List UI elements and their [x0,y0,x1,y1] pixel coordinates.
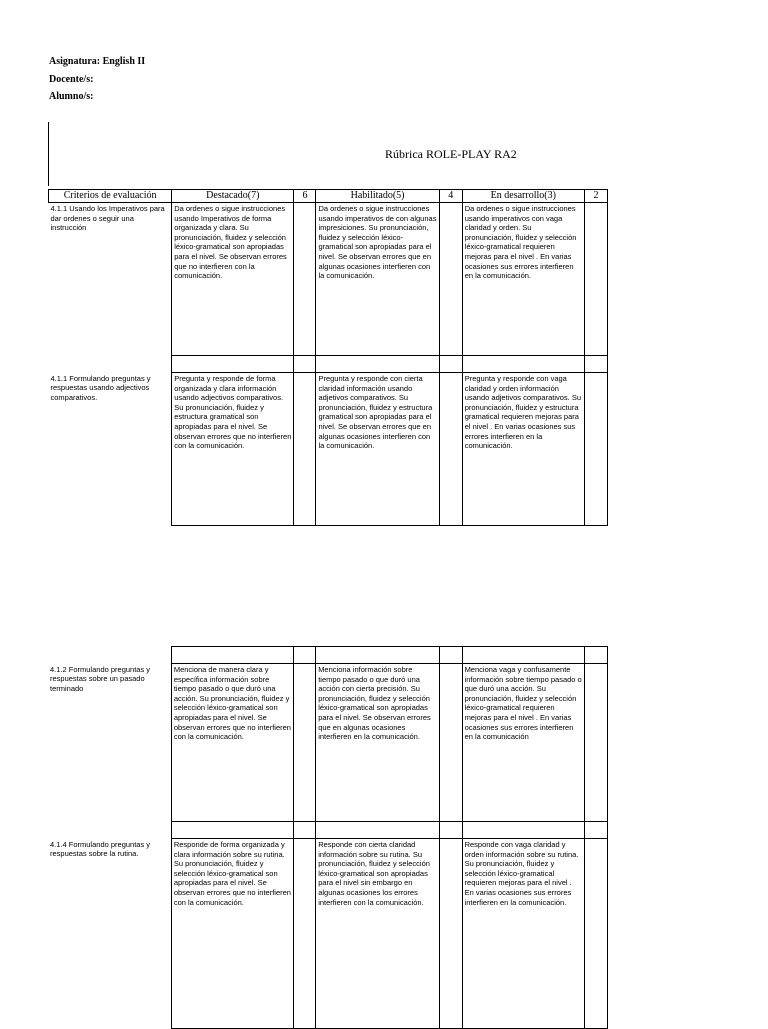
teacher-label: Docente/s [49,74,91,85]
table-row [48,664,608,822]
student-line: Alumno/s: [49,91,94,102]
header-score-4: 4 [439,190,462,203]
spacer-row [48,647,608,664]
table-header-row [49,190,608,203]
header-destacado: Destacado(7) [172,190,294,203]
score-cell [584,664,607,822]
destacado-cell: Da ordenes o sigue instrucciones usando Imperativos de forma organizada y clara. Su pronunciación, fluidez y selección léxico-gramatical son apropiadas para el nivel. Se observan errores que no interfieren con la comunicación. [172,203,294,356]
en-desarrollo-cell: Pregunta y responde con vaga claridad y orden información usando adjetivos comparativos. Su pronunciación, fluidez y estructura gramatical requieren mejoras para el nivel . En varias ocasiones sus errores interfieren en la comunicación. [462,373,584,526]
subject-value: English II [102,56,146,67]
header-score-2: 2 [584,190,607,203]
criterion-cell: 4.1.1 Formulando preguntas y respuestas usando adjectivos comparativos. [49,373,172,526]
rubric-table-1 [48,189,608,526]
score-cell [294,203,316,356]
subject-label: Asignatura [49,56,97,67]
habilitado-cell: Menciona información sobre tiempo pasado o que duró una acción con cierta precisión. Su pronunciación, fluidez y selección léxico-gramatical son apropiadas para el nivel. Se observan errores que en algunas ocasiones interfieren en la comunicación. [316,664,439,822]
habilitado-cell: Responde con cierta claridad información sobre su rutina. Su pronunciación, fluidez y selección léxico-gramatical son apropiadas para el nivel sin embargo en algunas ocasiones los errores interfieren con la comunicación. [316,839,439,1029]
destacado-cell: Responde de forma organizada y clara información sobre su rutina. Su pronunciación, fluidez y selección léxico-gramatical son apropiadas para el nivel. Se observan errores que no interfieren con la comunicación. [171,839,293,1029]
rubric-table-2 [48,646,608,1029]
criterion-cell: 4.1.2 Formulando preguntas y respuestas sobre un pasado terminado [48,664,171,822]
habilitado-cell: Da ordenes o sigue instrucciones usando imperativos de con algunas impresiciones. Su pronunciación, fluidez y selección léxico-gramatical son apropiadas para el nivel. Se observan errores que en algunas ocasiones interfieren con la comunicación. [316,203,439,356]
margin-rule [48,122,49,186]
spacer-row [48,822,608,839]
table-row [48,839,608,1029]
header-habilitado: Habilitado(5) [316,190,439,203]
header-criteria: Criterios de evaluación [49,190,172,203]
en-desarrollo-cell: Menciona vaga y confusamente información sobre tiempo pasado o que duró una acción. Su pronunciación, fluidez y selección léxico-gramatical requieren mejoras para el nivel . En varias ocasiones sus errores interfieren en la comunicación [462,664,584,822]
score-cell [584,839,607,1029]
student-label: Alumno/s [49,91,91,102]
header-en-desarrollo: En desarrollo(3) [462,190,584,203]
en-desarrollo-cell: Da ordenes o sigue instrucciones usando imperativos con vaga claridad y orden. Su pronunciación, fluidez y selección léxico-gramatical requieren mejoras para el nivel . En varias ocasiones sus errores interfieren en la comunicación. [462,203,584,356]
score-cell [439,203,462,356]
en-desarrollo-cell: Responde con vaga claridad y orden información sobre su rutina. Su pronunciación, fluidez y selección léxico-gramatical requieren mejoras para el nivel . En varias ocasiones sus errores interfieren en la comunicación. [462,839,584,1029]
destacado-cell: Pregunta y responde de forma organizada y clara información usando adjectivos comparativos. Su pronunciación, fluidez y estructura gramatical son apropiadas para el nivel. Se observan errores que no interfieren con la comunicación. [172,373,294,526]
score-cell [584,373,607,526]
page-title: Rúbrica ROLE-PLAY RA2 [385,147,517,161]
criterion-cell: 4.1.4 Formulando preguntas y respuestas sobre la rutina. [48,839,171,1029]
score-cell [439,664,462,822]
header-score-6: 6 [294,190,316,203]
spacer-row [49,356,608,373]
teacher-line: Docente/s: [49,74,94,85]
score-cell [294,839,316,1029]
destacado-cell: Menciona de manera clara y específica información sobre tiempo pasado o que duró una acción. Su pronunciación, fluidez y selección léxico-gramatical son apropiadas para el nivel. Se observan errores que no interfieren con la comunicación. [171,664,293,822]
habilitado-cell: Pregunta y responde con cierta claridad información usando adjetivos comparativos. Su pronunciación, fluidez y estructura gramatical son apropiadas para el nivel. Se observan errores que en algunas ocasiones interfieren con la comunicación. [316,373,439,526]
score-cell [439,373,462,526]
score-cell [294,373,316,526]
score-cell [584,203,607,356]
table-row [49,373,608,526]
score-cell [439,839,462,1029]
subject-line: Asignatura: English II [49,56,146,67]
table-row [49,203,608,356]
score-cell [294,664,316,822]
criterion-cell: 4.1.1 Usando los Imperativos para dar ordenes o seguir una instrucción [49,203,172,356]
